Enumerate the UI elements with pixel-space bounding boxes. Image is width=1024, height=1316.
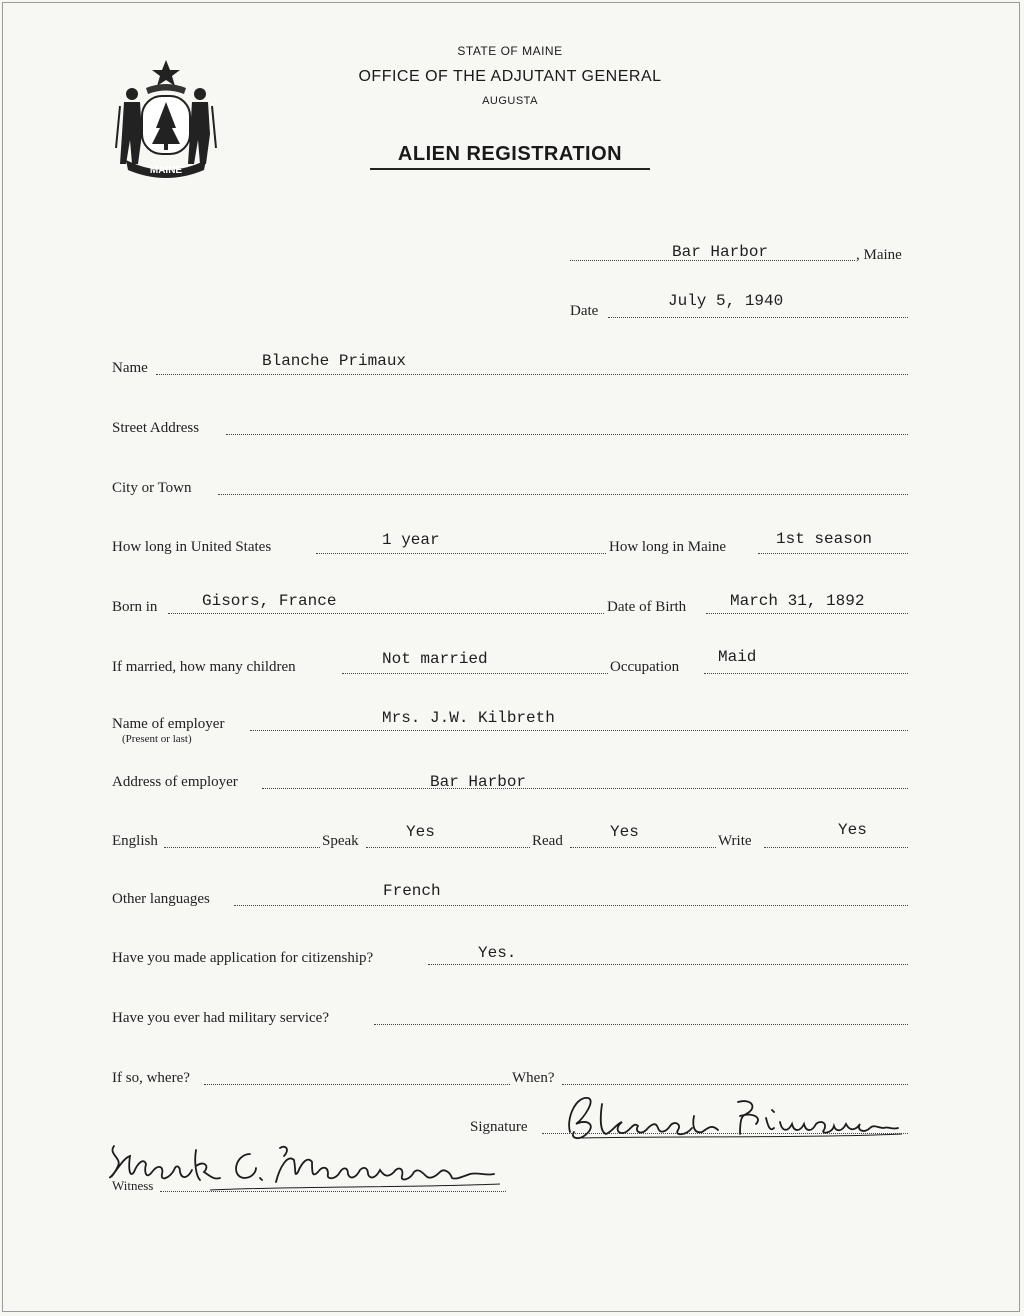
occupation-label: Occupation xyxy=(610,659,680,675)
english-label: English xyxy=(112,833,158,849)
write-label: Write xyxy=(718,833,752,849)
speak-value[interactable]: Yes xyxy=(406,823,435,841)
witness-signature xyxy=(100,1136,510,1200)
other-languages-value[interactable]: French xyxy=(383,882,441,900)
employer-address-line xyxy=(262,787,908,789)
occupation-line xyxy=(704,672,908,674)
born-in-value[interactable]: Gisors, France xyxy=(202,592,337,610)
date-of-birth-label: Date of Birth xyxy=(607,599,687,615)
employer-line xyxy=(250,729,908,731)
street-label: Street Address xyxy=(112,420,200,436)
how-long-us-value[interactable]: 1 year xyxy=(382,531,440,549)
name-value[interactable]: Blanche Primaux xyxy=(262,352,407,370)
born-in-label: Born in xyxy=(112,599,158,615)
how-long-us-line xyxy=(316,552,606,554)
speak-line xyxy=(366,846,530,848)
other-languages-label: Other languages xyxy=(112,891,210,907)
name-label: Name xyxy=(112,360,148,376)
name-line xyxy=(156,373,908,375)
date-value[interactable]: July 5, 1940 xyxy=(668,292,784,310)
date-line xyxy=(608,316,908,318)
where-line[interactable] xyxy=(204,1083,510,1085)
employer-address-value[interactable]: Bar Harbor xyxy=(430,773,527,791)
applicant-signature xyxy=(562,1088,912,1148)
children-label: If married, how many children xyxy=(112,659,296,675)
employer-sublabel: (Present or last) xyxy=(122,733,192,745)
witness-label: Witness xyxy=(112,1178,154,1193)
signature-label: Signature xyxy=(470,1119,528,1135)
date-of-birth-value[interactable]: March 31, 1892 xyxy=(730,592,865,610)
when-label: When? xyxy=(512,1070,555,1086)
date-of-birth-line xyxy=(706,612,908,614)
header-city: AUGUSTA xyxy=(482,95,538,107)
read-line xyxy=(570,846,716,848)
english-line xyxy=(164,846,320,848)
other-languages-line xyxy=(234,904,908,906)
where-label: If so, where? xyxy=(112,1070,190,1086)
write-line xyxy=(764,846,908,848)
city-line[interactable] xyxy=(218,493,908,495)
military-label: Have you ever had military service? xyxy=(112,1010,329,1026)
how-long-maine-line xyxy=(758,552,908,554)
employer-address-label: Address of employer xyxy=(112,774,238,790)
children-value[interactable]: Not married xyxy=(382,650,488,668)
military-line[interactable] xyxy=(374,1023,908,1025)
citizenship-label: Have you made application for citizenship? xyxy=(112,950,374,966)
city-label: City or Town xyxy=(112,480,192,496)
street-line[interactable] xyxy=(226,433,908,435)
read-label: Read xyxy=(532,833,563,849)
citizenship-line xyxy=(428,963,908,965)
speak-label: Speak xyxy=(322,833,359,849)
seal-text: MAINE xyxy=(149,165,183,176)
employer-value[interactable]: Mrs. J.W. Kilbreth xyxy=(382,709,555,727)
children-line xyxy=(342,672,608,674)
citizenship-value[interactable]: Yes. xyxy=(478,944,517,962)
title-underline xyxy=(370,168,650,170)
when-line[interactable] xyxy=(562,1083,908,1085)
header-office: OFFICE OF THE ADJUTANT GENERAL xyxy=(358,68,662,85)
date-label: Date xyxy=(570,303,599,319)
maine-state-seal-icon xyxy=(112,56,220,180)
occupation-value[interactable]: Maid xyxy=(718,648,757,666)
place-suffix: , Maine xyxy=(856,247,902,263)
write-value[interactable]: Yes xyxy=(838,821,867,839)
how-long-maine-label: How long in Maine xyxy=(609,539,727,555)
born-in-line xyxy=(168,612,604,614)
how-long-maine-value[interactable]: 1st season xyxy=(776,530,873,548)
how-long-us-label: How long in United States xyxy=(112,539,272,555)
place-value[interactable]: Bar Harbor xyxy=(672,243,769,261)
read-value[interactable]: Yes xyxy=(610,823,639,841)
employer-label: Name of employer xyxy=(112,716,225,732)
header-state: STATE OF MAINE xyxy=(457,44,563,58)
form-title: ALIEN REGISTRATION xyxy=(397,143,623,165)
